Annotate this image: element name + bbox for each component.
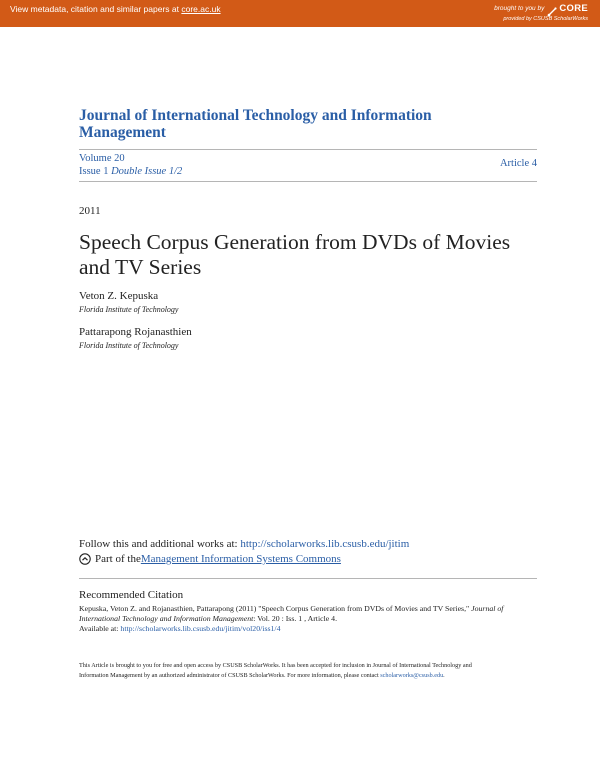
- author-affiliation: Florida Institute of Technology: [79, 305, 179, 314]
- part-of-prefix: Part of the: [95, 553, 141, 565]
- publication-year: 2011: [79, 205, 101, 217]
- journal-title[interactable]: Journal of International Technology and Information Management: [79, 107, 432, 141]
- divider-bottom: [79, 181, 537, 182]
- brought-by-text: brought to you by: [494, 5, 545, 12]
- repository-link[interactable]: http://scholarworks.lib.csusb.edu/jitim: [240, 538, 410, 550]
- issue-link[interactable]: [79, 166, 182, 177]
- available-prefix: Available at:: [79, 624, 121, 633]
- core-brand[interactable]: [494, 3, 588, 14]
- citation-volume: : Vol. 20 : Iss. 1 , Article 4.: [253, 614, 338, 623]
- citation-plain: Kepuska, Veton Z. and Rojanasthien, Pattarapong (2011) "Speech Corpus Generation from DVDs of Movies and TV Series,": [79, 604, 472, 613]
- divider-top: [79, 149, 537, 150]
- footer-text: This Article is brought to you for free and open access by CSUSB ScholarWorks. It has been accepted for inclusion in Journal of International Technology and Information Management by an authorized administrator of CSUSB ScholarWorks. For more information, please contact: [79, 662, 472, 679]
- commons-link[interactable]: Management Information Systems Commons: [140, 553, 341, 565]
- issue-number: Issue 1: [79, 166, 112, 177]
- core-banner: [0, 0, 600, 27]
- share-icon: [79, 553, 91, 565]
- provided-by: provided by CSUSB ScholarWorks: [503, 16, 588, 22]
- metadata-notice: [10, 4, 221, 14]
- issue-name: Double Issue 1/2: [111, 166, 183, 177]
- follow-line: [79, 538, 409, 550]
- part-of-line: [79, 553, 341, 565]
- author-name: Pattarapong Rojanasthien: [79, 326, 192, 338]
- footer-end: .: [443, 672, 445, 679]
- volume-link[interactable]: Volume 20: [79, 153, 125, 164]
- email-link[interactable]: scholarworks@csusb.edu: [380, 672, 444, 679]
- paper-title: Speech Corpus Generation from DVDs of Movies and TV Series: [79, 230, 511, 279]
- author-affiliation: Florida Institute of Technology: [79, 341, 179, 350]
- divider-citation: [79, 578, 537, 579]
- follow-prefix: Follow this and additional works at:: [79, 538, 241, 550]
- article-url-link[interactable]: http://scholarworks.lib.csusb.edu/jitim/vol20/iss1/4: [120, 624, 281, 633]
- footer-notice: [79, 661, 499, 681]
- article-link[interactable]: Article 4: [499, 158, 537, 169]
- citation-heading: Recommended Citation: [79, 589, 184, 601]
- metadata-text: View metadata, citation and similar papers at: [10, 4, 182, 14]
- author-name: Veton Z. Kepuska: [79, 290, 159, 302]
- citation-journal: Journal of International Technology and Information Management: [79, 604, 504, 623]
- citation-text: [79, 604, 519, 634]
- core-logo-icon: [547, 4, 557, 14]
- core-link[interactable]: core.ac.uk: [181, 4, 221, 14]
- core-label: CORE: [559, 3, 588, 14]
